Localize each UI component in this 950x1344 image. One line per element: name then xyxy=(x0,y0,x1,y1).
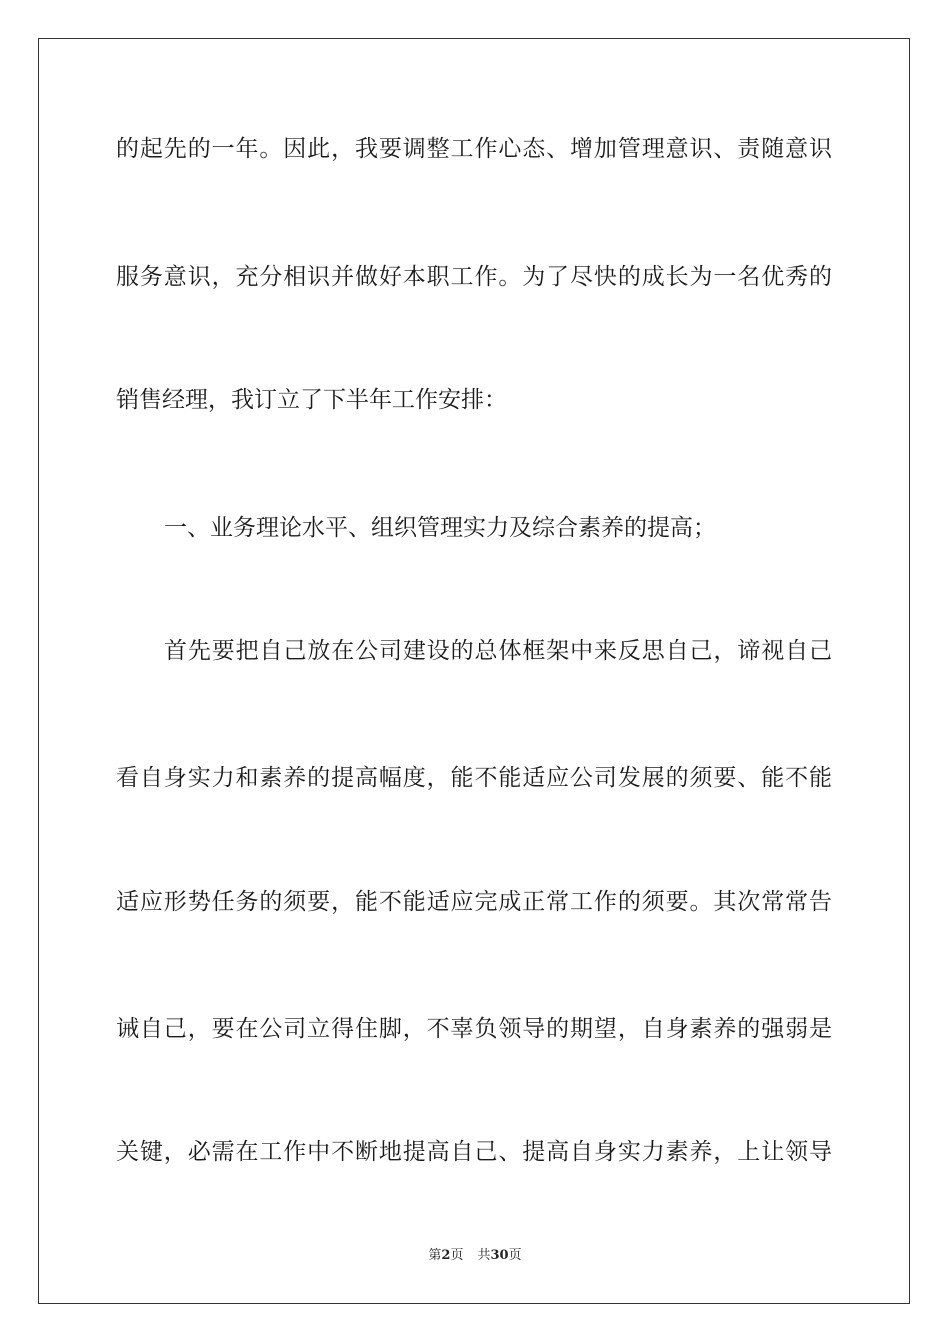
text-line-3: 销售经理，我订立了下半年工作安排： xyxy=(116,387,507,413)
page-suffix: 页 xyxy=(450,1248,464,1263)
text-line-2: 服务意识，充分相识并做好本职工作。为了尽快的成长为一名优秀的 xyxy=(116,264,832,290)
section-heading: 一、业务理论水平、组织管理实力及综合素养的提高； xyxy=(164,515,716,541)
page-total: 30 xyxy=(490,1248,509,1263)
text-line-6: 看自身实力和素养的提高幅度，能不能适应公司发展的须要、能不能 xyxy=(116,765,832,791)
page-footer xyxy=(0,1247,950,1265)
total-suffix: 页 xyxy=(508,1248,522,1263)
text-line-8: 诫自己，要在公司立得住脚，不辜负领导的期望，自身素养的强弱是 xyxy=(116,1016,832,1042)
page-current: 2 xyxy=(441,1248,451,1263)
total-prefix: 共 xyxy=(477,1248,491,1263)
text-line-1: 的起先的一年。因此，我要调整工作心态、增加管理意识、责随意识 xyxy=(116,136,832,162)
text-line-9: 关键，必需在工作中不断地提高自己、提高自身实力素养，上让领导 xyxy=(116,1139,832,1165)
text-line-5: 首先要把自己放在公司建设的总体框架中来反思自己，谛视自己 xyxy=(164,638,832,664)
page-border xyxy=(38,38,910,1304)
text-line-7: 适应形势任务的须要，能不能适应完成正常工作的须要。其次常常告 xyxy=(116,889,832,915)
page-prefix: 第 xyxy=(428,1248,442,1263)
